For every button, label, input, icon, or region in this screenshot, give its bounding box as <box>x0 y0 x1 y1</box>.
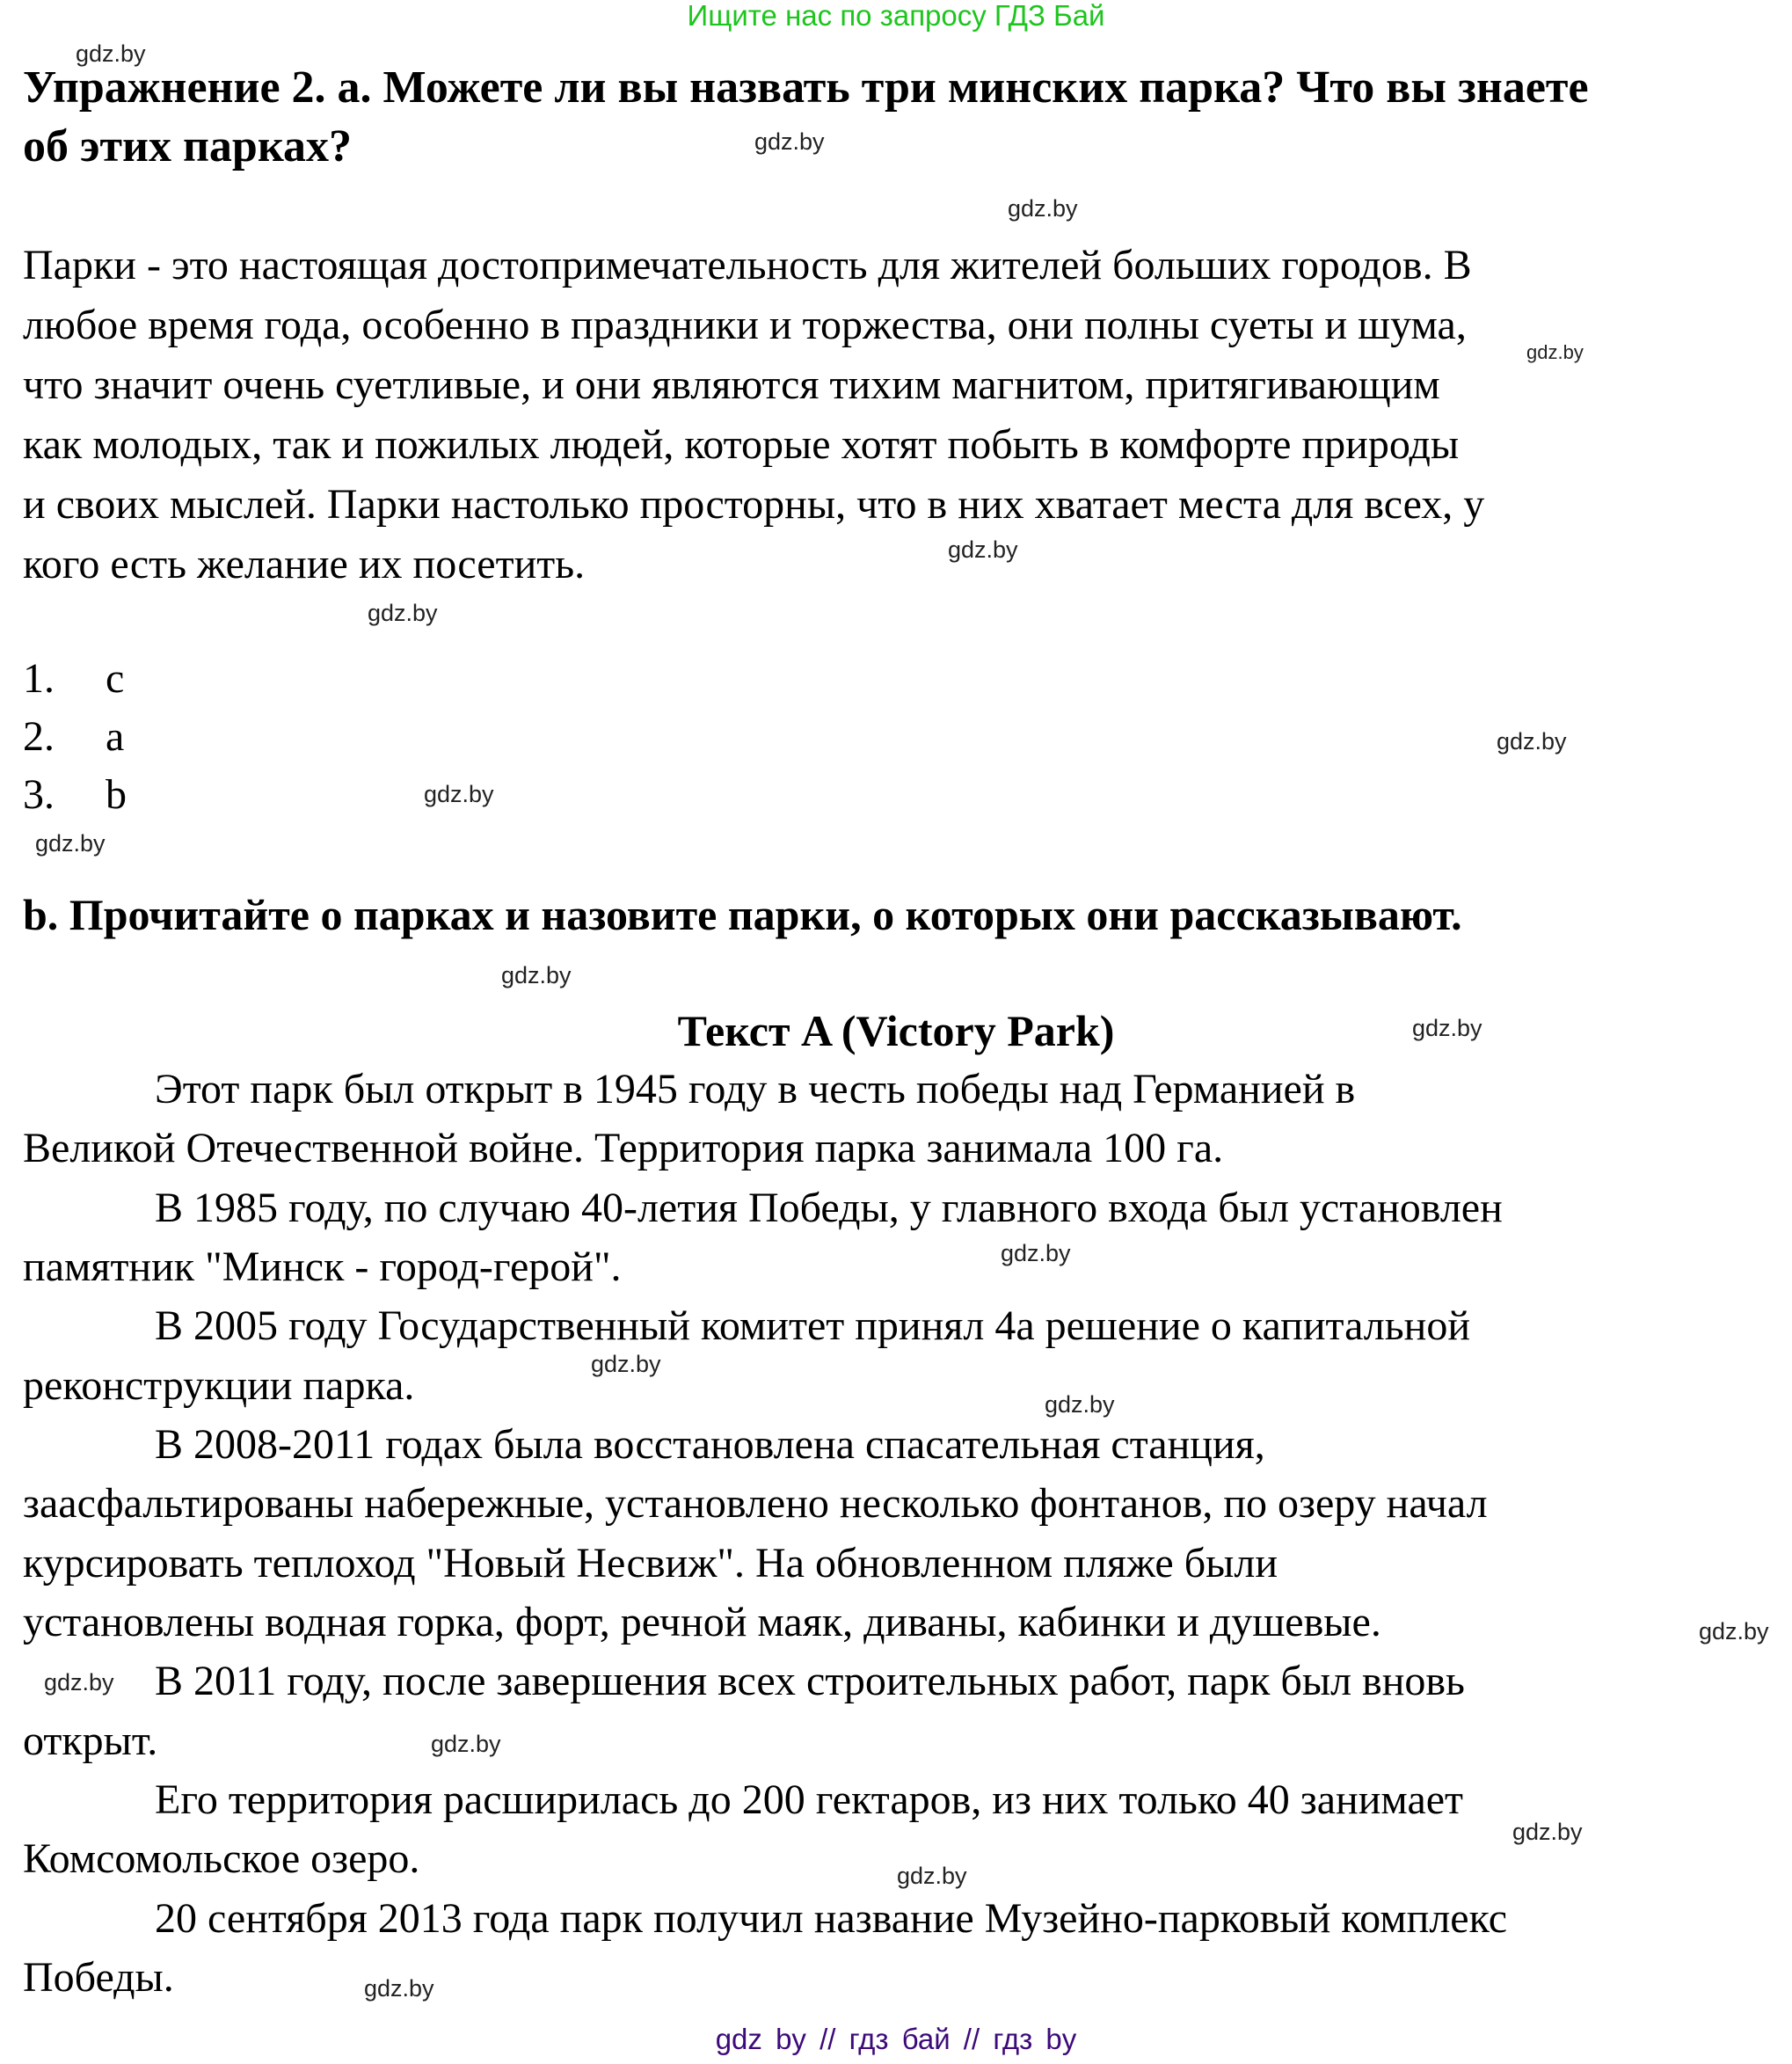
text-a-line: Победы. <box>23 1954 174 2001</box>
search-banner[interactable]: Ищите нас по запросу ГДЗ Бай <box>687 0 1105 32</box>
text-a-title: Текст A (Victory Park) <box>677 1006 1115 1055</box>
watermark: gdz.by <box>44 1669 114 1696</box>
watermark: gdz.by <box>1008 195 1078 222</box>
text-a-line: 20 сентября 2013 года парк получил название Музейно-парковый комплекс <box>155 1895 1508 1942</box>
exercise-heading-line-2: об этих парках? <box>23 121 353 171</box>
intro-line: как молодых, так и пожилых людей, которые хотят побыть в комфорте природы <box>23 421 1460 468</box>
exercise-heading-line-1: Упражнение 2. a. Можете ли вы назвать три минских парка? Что вы знаете <box>23 62 1589 113</box>
watermark: gdz.by <box>1512 1819 1583 1845</box>
text-a-line: Его территория расширилась до 200 гектаров, из них только 40 занимает <box>155 1776 1464 1823</box>
watermark: gdz.by <box>1497 728 1567 755</box>
intro-line: любое время года, особенно в праздники и торжества, они полны суеты и шума, <box>23 302 1467 348</box>
intro-line: кого есть желание их посетить. <box>23 541 586 587</box>
part-b-heading: b. Прочитайте о парках и назовите парки, о которых они рассказывают. <box>23 890 1462 939</box>
text-a-line: Великой Отечественной войне. Территория парка занимала 100 га. <box>23 1125 1224 1171</box>
watermark: gdz.by <box>1526 341 1584 363</box>
watermark: gdz.by <box>35 830 106 857</box>
text-a-line: Комсомольское озеро. <box>23 1835 420 1882</box>
text-a-line: В 2008-2011 годах была восстановлена спасательная станция, <box>155 1421 1265 1468</box>
watermark: gdz.by <box>76 40 146 67</box>
watermark: gdz.by <box>1045 1391 1115 1418</box>
watermark: gdz.by <box>1412 1015 1482 1041</box>
watermark: gdz.by <box>1001 1240 1071 1266</box>
watermark: gdz.by <box>1699 1618 1769 1645</box>
watermark: gdz.by <box>368 600 438 626</box>
text-a-line: открыт. <box>23 1718 158 1764</box>
watermark: gdz.by <box>424 781 494 807</box>
text-a-line: В 1985 году, по случаю 40-летия Победы, у главного входа был установлен <box>155 1185 1503 1231</box>
text-a-line: памятник "Минск - город-герой". <box>23 1244 622 1290</box>
text-a-line: Этот парк был открыт в 1945 году в честь победы над Германией в <box>155 1066 1356 1112</box>
watermark: gdz.by <box>431 1731 501 1757</box>
footer-links[interactable]: gdz by // гдз бай // гдз by <box>715 2023 1077 2055</box>
watermark: gdz.by <box>897 1863 967 1889</box>
intro-line: и своих мыслей. Парки настолько просторны, что в них хватает места для всех, у <box>23 481 1485 528</box>
text-a-line: заасфальтированы набережные, установлено несколько фонтанов, по озеру начал <box>23 1480 1488 1527</box>
answer-value: a <box>106 713 125 760</box>
intro-line: что значит очень суетливые, и они являются тихим магнитом, притягивающим <box>23 361 1440 408</box>
answer-number: 2. <box>23 713 55 760</box>
intro-line: Парки - это настоящая достопримечательность для жителей больших городов. В <box>23 242 1472 288</box>
answer-value: c <box>106 655 125 702</box>
text-a-line: В 2011 году, после завершения всех строительных работ, парк был вновь <box>155 1658 1465 1704</box>
watermark: gdz.by <box>364 1975 434 2002</box>
text-a-line: реконструкции парка. <box>23 1362 415 1409</box>
watermark: gdz.by <box>754 128 825 155</box>
watermark: gdz.by <box>948 536 1018 563</box>
text-a-line: курсировать теплоход "Новый Несвиж". На обновленном пляже были <box>23 1540 1278 1586</box>
text-a-line: установлены водная горка, форт, речной маяк, диваны, кабинки и душевые. <box>23 1599 1381 1645</box>
watermark: gdz.by <box>501 962 572 988</box>
text-a-line: В 2005 году Государственный комитет принял 4a решение о капитальной <box>155 1302 1471 1349</box>
answer-value: b <box>106 771 127 818</box>
watermark: gdz.by <box>591 1351 661 1377</box>
answer-number: 1. <box>23 655 55 702</box>
answer-number: 3. <box>23 771 55 818</box>
